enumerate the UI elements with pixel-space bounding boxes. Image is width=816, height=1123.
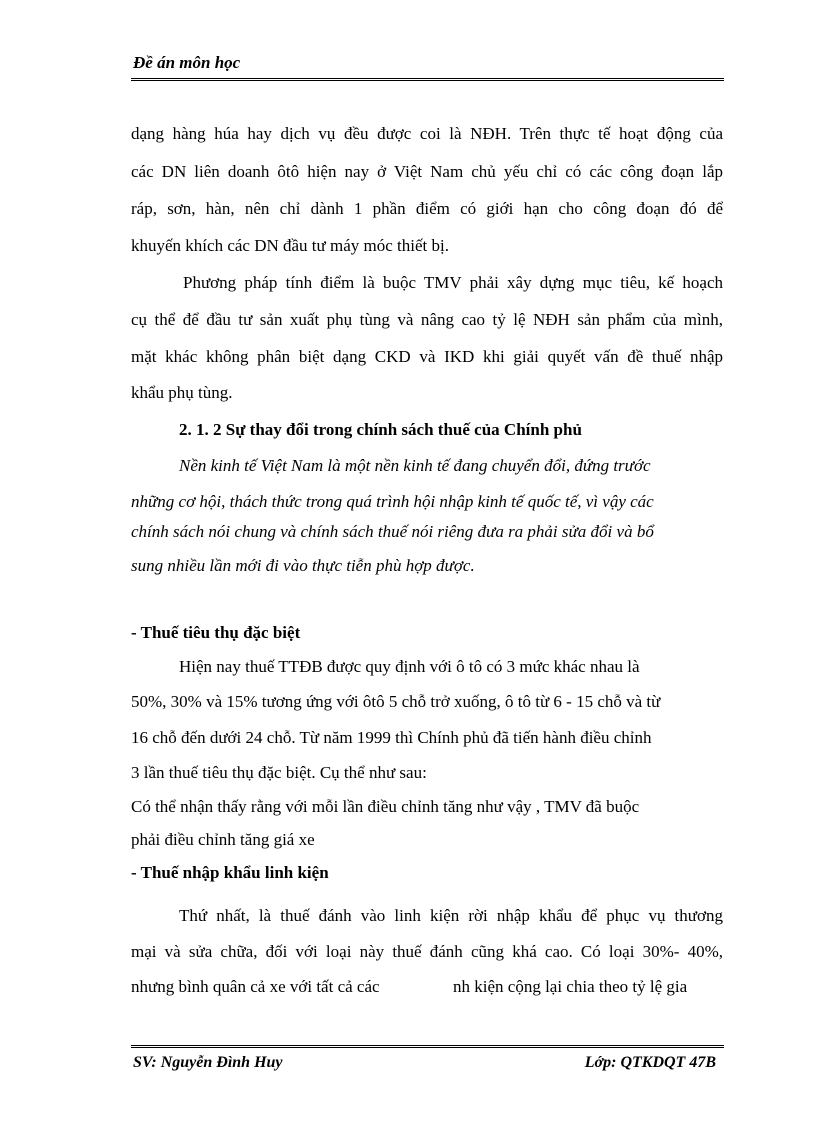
para5-line-1: Thứ nhất, là thuế đánh vào linh kiện rời nhập khẩu để phục vụ thương [179,906,723,925]
header-title: Đề án môn học [133,53,241,72]
para3-line-1: Hiện nay thuế TTĐB được quy định với ô tô có 3 mức khác nhau là [179,657,640,676]
para2-line-1: Phương pháp tính điểm là buộc TMV phải xây dựng mục tiêu, kế hoạch [183,273,723,292]
para1-line-2: các DN liên doanh ôtô hiện nay ở Việt Nam chủ yếu chỉ có các công đoạn lắp [131,162,723,181]
footer-student-name: SV: Nguyễn Đình Huy [133,1054,283,1071]
para3-line-2: 50%, 30% và 15% tương ứng với ôtô 5 chỗ trở xuống, ô tô từ 6 - 15 chỗ và từ [131,692,661,711]
para3-line-3: 16 chỗ đến dưới 24 chỗ. Từ năm 1999 thì Chính phủ đã tiến hành điều chỉnh [131,728,652,747]
para2-line-3: mặt khác không phân biệt dạng CKD và IKD khi giải quyết vấn đề thuế nhập [131,347,723,366]
para2-line-2: cụ thể để đầu tư sản xuất phụ tùng và nâng cao tỷ lệ NĐH sản phẩm của mình, [131,310,723,329]
footer-class: Lớp: QTKDQT 47B [584,1054,716,1071]
subheading-excise-tax: - Thuế tiêu thụ đặc biệt [131,623,301,642]
italic-para-line-1: Nền kinh tế Việt Nam là một nền kinh tế đang chuyển đổi, đứng trước [179,456,651,475]
page-footer [131,1045,724,1078]
section-heading: 2. 1. 2 Sự thay đổi trong chính sách thuế của Chính phủ [179,420,582,439]
italic-para-line-4: sung nhiều lần mới đi vào thực tiễn phù hợp được. [131,556,475,575]
para3-line-4: 3 lần thuế tiêu thụ đặc biệt. Cụ thể như sau: [131,763,427,782]
italic-para-line-2: những cơ hội, thách thức trong quá trình hội nhập kinh tế quốc tế, vì vậy các [131,492,654,511]
para1-line-3: ráp, sơn, hàn, nên chỉ dành 1 phần điểm có giới hạn cho công đoạn đó để [131,199,723,218]
para4-line-2: phải điều chỉnh tăng giá xe [131,830,315,849]
italic-para-line-3: chính sách nói chung và chính sách thuế nói riêng đưa ra phải sửa đổi và bổ [131,522,654,541]
subheading-import-tax: - Thuế nhập khẩu linh kiện [131,863,329,882]
para5-line-2: mại và sửa chữa, đối với loại này thuế đánh cũng khá cao. Có loại 30%- 40%, [131,942,723,961]
para4-line-1: Có thể nhận thấy rằng với mỗi lần điều chỉnh tăng như vậy , TMV đã buộc [131,797,640,816]
para2-line-4: khẩu phụ tùng. [131,383,233,402]
para1-line-4: khuyến khích các DN đầu tư máy móc thiết bị. [131,236,449,255]
para1-line-1: dạng hàng húa hay dịch vụ đều được coi là NĐH. Trên thực tế hoạt động của [131,124,723,143]
para5-line-3b: nh kiện cộng lại chia theo tỷ lệ gia [453,977,688,996]
para5-line-3a: nhưng bình quân cả xe với tất cả các [131,977,380,996]
page-header [131,50,724,81]
